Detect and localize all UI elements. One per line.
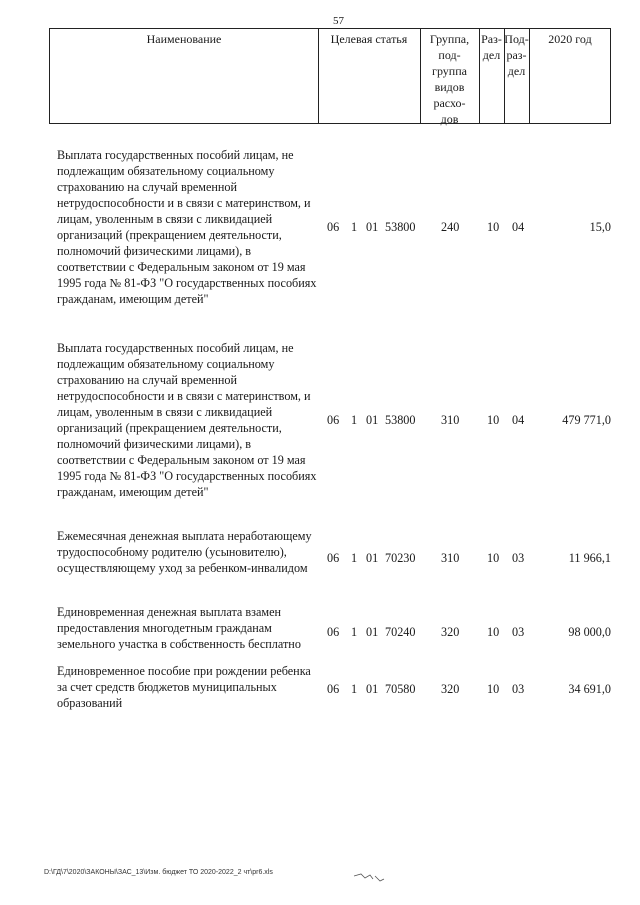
row-razdel: 10 [487, 682, 500, 696]
table-header [49, 28, 611, 124]
header-razdel [479, 31, 504, 63]
table-row [57, 528, 611, 594]
scribble-mark [353, 870, 387, 886]
row-subprogram: 1 [351, 220, 358, 234]
row-main-event: 01 [366, 413, 379, 427]
table-row [57, 604, 611, 654]
row-subprogram: 1 [351, 413, 358, 427]
row-program: 06 [327, 220, 340, 234]
row-name: Выплата государственных пособий лицам, не подлежащим обязательному социальному страхованию на случай временной нетрудоспособности и в связи с материнством, и лицам, уволенным в связи с ликвидацией организаций (прекращением деятельности, полномочий физическими лицами), в соответствии с Федеральным законом от 19 мая 1995 года № 81-ФЗ "О государственных пособиях гражданам, имеющим детей" [57, 148, 317, 306]
row-podrazdel: 03 [512, 551, 525, 565]
header-podrazdel [504, 31, 529, 79]
row-expense-type: 320 [441, 682, 460, 696]
header-razdel-line: Раз- [481, 32, 502, 46]
row-subprogram: 1 [351, 551, 358, 565]
table-row [57, 147, 611, 307]
row-direction: 70230 [385, 551, 416, 565]
row-main-event: 01 [366, 682, 379, 696]
row-name: Выплата государственных пособий лицам, не подлежащим обязательному социальному страхованию на случай временной нетрудоспособности и в связи с материнством, и лицам, уволенным в связи с ликвидацией организаций (прекращением деятельности, полномочий физическими лицами), в соответствии с Федеральным законом от 19 мая 1995 года № 81-ФЗ "О государственных пособиях гражданам, имеющим детей" [57, 341, 317, 499]
row-expense-type: 310 [441, 551, 460, 565]
row-expense-type: 320 [441, 625, 460, 639]
header-expense-group [420, 31, 479, 127]
header-group-line: Группа, [429, 32, 470, 46]
row-direction: 53800 [385, 413, 416, 427]
row-direction: 53800 [385, 220, 416, 234]
row-podrazdel: 04 [512, 220, 525, 234]
row-main-event: 01 [366, 551, 379, 565]
row-razdel: 10 [487, 551, 500, 565]
header-razdel-line: дел [482, 48, 501, 62]
row-main-event: 01 [366, 220, 379, 234]
row-razdel: 10 [487, 625, 500, 639]
header-group-line: под- [438, 48, 461, 62]
row-expense-type: 240 [441, 220, 460, 234]
row-podrazdel: 04 [512, 413, 525, 427]
row-subprogram: 1 [351, 625, 358, 639]
header-podrazdel-line: раз- [506, 48, 527, 62]
header-target-article: Целевая статья [330, 32, 408, 46]
row-program: 06 [327, 682, 340, 696]
row-amount: 479 771,0 [562, 413, 611, 427]
row-name: Единовременное пособие при рождении ребенка за счет средств бюджетов муниципальных образований [57, 664, 311, 710]
header-group-line: видов [434, 80, 465, 94]
header-name: Наименование [146, 32, 222, 46]
row-expense-type: 310 [441, 413, 460, 427]
row-razdel: 10 [487, 413, 500, 427]
row-direction: 70240 [385, 625, 416, 639]
header-year: 2020 год [548, 32, 592, 46]
row-program: 06 [327, 551, 340, 565]
row-name: Единовременная денежная выплата взамен предоставления многодетным гражданам земельного участка в собственность бесплатно [57, 605, 301, 651]
row-razdel: 10 [487, 220, 500, 234]
row-podrazdel: 03 [512, 682, 525, 696]
table-row [57, 340, 611, 500]
row-amount: 15,0 [589, 220, 611, 234]
table-row [57, 663, 611, 713]
header-podrazdel-line: дел [507, 64, 526, 78]
footer-file-path: D:\ГД\7\2020\ЗАКОНЫ\ЗАС_13\Изм. бюджет ТО 2020-2022_2 чт\pr6.xls [44, 869, 273, 876]
header-podrazdel-line: Под- [504, 32, 529, 46]
header-group-line: группа [432, 64, 467, 78]
page-number: 57 [333, 15, 344, 27]
row-main-event: 01 [366, 625, 379, 639]
row-subprogram: 1 [351, 682, 358, 696]
row-amount: 11 966,1 [568, 551, 611, 565]
row-program: 06 [327, 625, 340, 639]
row-program: 06 [327, 413, 340, 427]
row-amount: 34 691,0 [568, 682, 611, 696]
row-direction: 70580 [385, 682, 416, 696]
row-amount: 98 000,0 [568, 625, 611, 639]
row-name: Ежемесячная денежная выплата неработающему трудоспособному родителю (усыновителю), осуществляющему уход за ребенком-инвалидом [57, 529, 312, 575]
header-group-line: дов [440, 112, 459, 126]
row-podrazdel: 03 [512, 625, 525, 639]
header-group-line: расхо- [433, 96, 466, 110]
